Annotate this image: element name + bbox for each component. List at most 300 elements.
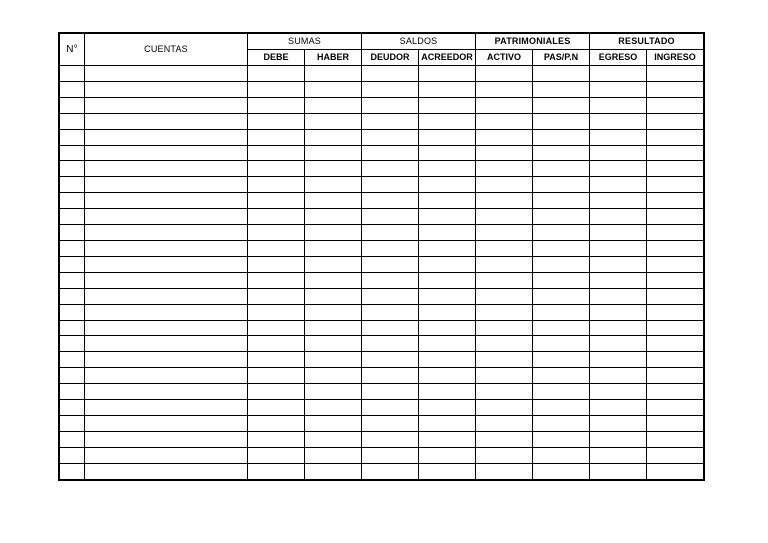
cell-egreso[interactable]	[590, 447, 647, 463]
table-row	[60, 431, 704, 447]
table-row	[60, 447, 704, 463]
cell-cuenta[interactable]	[85, 240, 248, 256]
cell-cuenta[interactable]	[85, 177, 248, 193]
cell-pas-pn[interactable]	[533, 384, 590, 400]
cell-pas-pn[interactable]	[533, 368, 590, 384]
cell-haber[interactable]	[305, 240, 362, 256]
cell-number[interactable]	[60, 256, 85, 272]
cell-acreedor[interactable]	[419, 177, 476, 193]
cell-deudor[interactable]	[362, 209, 419, 225]
table-header	[60, 34, 704, 66]
table-row	[60, 415, 704, 431]
table-row	[60, 400, 704, 416]
cell-activo[interactable]	[476, 368, 533, 384]
cell-haber[interactable]	[305, 368, 362, 384]
cell-ingreso[interactable]	[647, 66, 704, 82]
cell-deudor[interactable]	[362, 463, 419, 479]
cell-deudor[interactable]	[362, 113, 419, 129]
cell-debe[interactable]	[248, 272, 305, 288]
cell-debe[interactable]	[248, 447, 305, 463]
cell-acreedor[interactable]	[419, 463, 476, 479]
table-row	[60, 463, 704, 479]
cell-number[interactable]	[60, 240, 85, 256]
header-group-saldos: SALDOS	[362, 34, 476, 50]
cell-deudor[interactable]	[362, 384, 419, 400]
cell-debe[interactable]	[248, 145, 305, 161]
cell-activo[interactable]	[476, 272, 533, 288]
cell-number[interactable]	[60, 352, 85, 368]
cell-number[interactable]	[60, 129, 85, 145]
cell-deudor[interactable]	[362, 193, 419, 209]
cell-acreedor[interactable]	[419, 66, 476, 82]
cell-deudor[interactable]	[362, 272, 419, 288]
cell-debe[interactable]	[248, 304, 305, 320]
table-row	[60, 288, 704, 304]
cell-deudor[interactable]	[362, 225, 419, 241]
cell-activo[interactable]	[476, 129, 533, 145]
cell-debe[interactable]	[248, 368, 305, 384]
cell-cuenta[interactable]	[85, 193, 248, 209]
cell-number[interactable]	[60, 225, 85, 241]
cell-haber[interactable]	[305, 97, 362, 113]
header-group-resultado: RESULTADO	[590, 34, 704, 50]
cell-acreedor[interactable]	[419, 225, 476, 241]
cell-activo[interactable]	[476, 97, 533, 113]
cell-pas-pn[interactable]	[533, 161, 590, 177]
cell-deudor[interactable]	[362, 352, 419, 368]
cell-activo[interactable]	[476, 161, 533, 177]
cell-debe[interactable]	[248, 66, 305, 82]
cell-cuenta[interactable]	[85, 81, 248, 97]
cell-pas-pn[interactable]	[533, 415, 590, 431]
cell-debe[interactable]	[248, 336, 305, 352]
cell-haber[interactable]	[305, 447, 362, 463]
cell-egreso[interactable]	[590, 161, 647, 177]
cell-activo[interactable]	[476, 225, 533, 241]
cell-activo[interactable]	[476, 304, 533, 320]
cell-cuenta[interactable]	[85, 272, 248, 288]
cell-ingreso[interactable]	[647, 352, 704, 368]
cell-cuenta[interactable]	[85, 320, 248, 336]
cell-pas-pn[interactable]	[533, 447, 590, 463]
table-row	[60, 304, 704, 320]
cell-cuenta[interactable]	[85, 288, 248, 304]
cell-ingreso[interactable]	[647, 415, 704, 431]
cell-haber[interactable]	[305, 209, 362, 225]
cell-acreedor[interactable]	[419, 415, 476, 431]
table-row	[60, 272, 704, 288]
cell-activo[interactable]	[476, 177, 533, 193]
cell-haber[interactable]	[305, 415, 362, 431]
table-row	[60, 97, 704, 113]
cell-pas-pn[interactable]	[533, 304, 590, 320]
cell-haber[interactable]	[305, 177, 362, 193]
cell-debe[interactable]	[248, 129, 305, 145]
cell-egreso[interactable]	[590, 320, 647, 336]
cell-pas-pn[interactable]	[533, 431, 590, 447]
header-number: N°	[60, 34, 85, 66]
cell-activo[interactable]	[476, 113, 533, 129]
cell-egreso[interactable]	[590, 463, 647, 479]
cell-pas-pn[interactable]	[533, 97, 590, 113]
cell-deudor[interactable]	[362, 288, 419, 304]
cell-deudor[interactable]	[362, 400, 419, 416]
cell-ingreso[interactable]	[647, 240, 704, 256]
cell-debe[interactable]	[248, 161, 305, 177]
cell-activo[interactable]	[476, 320, 533, 336]
cell-haber[interactable]	[305, 193, 362, 209]
cell-activo[interactable]	[476, 400, 533, 416]
header-group-row	[60, 34, 704, 50]
cell-ingreso[interactable]	[647, 447, 704, 463]
balance-worksheet-table	[59, 33, 704, 480]
cell-egreso[interactable]	[590, 384, 647, 400]
cell-egreso[interactable]	[590, 304, 647, 320]
header-activo: ACTIVO	[476, 50, 533, 66]
cell-deudor[interactable]	[362, 145, 419, 161]
cell-activo[interactable]	[476, 288, 533, 304]
cell-activo[interactable]	[476, 447, 533, 463]
cell-number[interactable]	[60, 447, 85, 463]
cell-deudor[interactable]	[362, 66, 419, 82]
cell-deudor[interactable]	[362, 320, 419, 336]
cell-ingreso[interactable]	[647, 97, 704, 113]
cell-ingreso[interactable]	[647, 384, 704, 400]
cell-activo[interactable]	[476, 256, 533, 272]
cell-pas-pn[interactable]	[533, 145, 590, 161]
cell-ingreso[interactable]	[647, 81, 704, 97]
table-row	[60, 129, 704, 145]
cell-pas-pn[interactable]	[533, 129, 590, 145]
cell-pas-pn[interactable]	[533, 463, 590, 479]
header-group-sumas: SUMAS	[248, 34, 362, 50]
cell-debe[interactable]	[248, 352, 305, 368]
cell-debe[interactable]	[248, 256, 305, 272]
header-debe: DEBE	[248, 50, 305, 66]
cell-activo[interactable]	[476, 352, 533, 368]
cell-acreedor[interactable]	[419, 431, 476, 447]
cell-pas-pn[interactable]	[533, 193, 590, 209]
cell-acreedor[interactable]	[419, 447, 476, 463]
cell-cuenta[interactable]	[85, 209, 248, 225]
cell-number[interactable]	[60, 193, 85, 209]
cell-acreedor[interactable]	[419, 272, 476, 288]
header-acreedor: ACREEDOR	[419, 50, 476, 66]
cell-cuenta[interactable]	[85, 256, 248, 272]
cell-pas-pn[interactable]	[533, 177, 590, 193]
cell-cuenta[interactable]	[85, 97, 248, 113]
cell-debe[interactable]	[248, 400, 305, 416]
table-row	[60, 177, 704, 193]
cell-cuenta[interactable]	[85, 368, 248, 384]
cell-deudor[interactable]	[362, 81, 419, 97]
cell-ingreso[interactable]	[647, 161, 704, 177]
cell-activo[interactable]	[476, 431, 533, 447]
cell-haber[interactable]	[305, 336, 362, 352]
cell-haber[interactable]	[305, 161, 362, 177]
cell-ingreso[interactable]	[647, 145, 704, 161]
header-pas-pn: PAS/P.N	[533, 50, 590, 66]
cell-haber[interactable]	[305, 256, 362, 272]
cell-cuenta[interactable]	[85, 336, 248, 352]
cell-number[interactable]	[60, 113, 85, 129]
cell-deudor[interactable]	[362, 304, 419, 320]
cell-haber[interactable]	[305, 431, 362, 447]
cell-debe[interactable]	[248, 177, 305, 193]
cell-egreso[interactable]	[590, 400, 647, 416]
cell-number[interactable]	[60, 161, 85, 177]
cell-activo[interactable]	[476, 81, 533, 97]
cell-activo[interactable]	[476, 193, 533, 209]
cell-debe[interactable]	[248, 97, 305, 113]
table-row	[60, 161, 704, 177]
cell-number[interactable]	[60, 177, 85, 193]
cell-ingreso[interactable]	[647, 304, 704, 320]
cell-egreso[interactable]	[590, 209, 647, 225]
cell-egreso[interactable]	[590, 288, 647, 304]
cell-ingreso[interactable]	[647, 336, 704, 352]
cell-acreedor[interactable]	[419, 320, 476, 336]
header-egreso: EGRESO	[590, 50, 647, 66]
cell-activo[interactable]	[476, 336, 533, 352]
cell-number[interactable]	[60, 304, 85, 320]
cell-cuenta[interactable]	[85, 113, 248, 129]
header-deudor: DEUDOR	[362, 50, 419, 66]
header-ingreso: INGRESO	[647, 50, 704, 66]
cell-pas-pn[interactable]	[533, 336, 590, 352]
cell-pas-pn[interactable]	[533, 320, 590, 336]
cell-pas-pn[interactable]	[533, 225, 590, 241]
cell-pas-pn[interactable]	[533, 288, 590, 304]
cell-cuenta[interactable]	[85, 225, 248, 241]
cell-pas-pn[interactable]	[533, 81, 590, 97]
cell-pas-pn[interactable]	[533, 240, 590, 256]
cell-ingreso[interactable]	[647, 209, 704, 225]
cell-activo[interactable]	[476, 240, 533, 256]
cell-acreedor[interactable]	[419, 81, 476, 97]
cell-acreedor[interactable]	[419, 145, 476, 161]
cell-ingreso[interactable]	[647, 368, 704, 384]
cell-egreso[interactable]	[590, 336, 647, 352]
cell-acreedor[interactable]	[419, 113, 476, 129]
cell-haber[interactable]	[305, 272, 362, 288]
cell-number[interactable]	[60, 209, 85, 225]
table-row	[60, 384, 704, 400]
cell-haber[interactable]	[305, 225, 362, 241]
table-row	[60, 320, 704, 336]
cell-number[interactable]	[60, 288, 85, 304]
cell-cuenta[interactable]	[85, 400, 248, 416]
cell-ingreso[interactable]	[647, 129, 704, 145]
cell-haber[interactable]	[305, 129, 362, 145]
cell-haber[interactable]	[305, 400, 362, 416]
cell-egreso[interactable]	[590, 66, 647, 82]
cell-debe[interactable]	[248, 113, 305, 129]
cell-cuenta[interactable]	[85, 431, 248, 447]
cell-ingreso[interactable]	[647, 320, 704, 336]
cell-ingreso[interactable]	[647, 463, 704, 479]
cell-egreso[interactable]	[590, 256, 647, 272]
cell-number[interactable]	[60, 97, 85, 113]
cell-haber[interactable]	[305, 288, 362, 304]
cell-deudor[interactable]	[362, 336, 419, 352]
table-row	[60, 352, 704, 368]
cell-debe[interactable]	[248, 288, 305, 304]
cell-number[interactable]	[60, 66, 85, 82]
cell-egreso[interactable]	[590, 193, 647, 209]
cell-activo[interactable]	[476, 415, 533, 431]
cell-egreso[interactable]	[590, 240, 647, 256]
cell-haber[interactable]	[305, 352, 362, 368]
cell-activo[interactable]	[476, 384, 533, 400]
cell-ingreso[interactable]	[647, 256, 704, 272]
table-row	[60, 240, 704, 256]
cell-number[interactable]	[60, 368, 85, 384]
cell-debe[interactable]	[248, 431, 305, 447]
cell-egreso[interactable]	[590, 352, 647, 368]
cell-acreedor[interactable]	[419, 161, 476, 177]
cell-acreedor[interactable]	[419, 288, 476, 304]
cell-cuenta[interactable]	[85, 129, 248, 145]
cell-debe[interactable]	[248, 225, 305, 241]
cell-number[interactable]	[60, 320, 85, 336]
table-row	[60, 368, 704, 384]
table-body	[60, 66, 704, 480]
table-row	[60, 113, 704, 129]
header-group-patrimoniales: PATRIMONIALES	[476, 34, 590, 50]
cell-pas-pn[interactable]	[533, 209, 590, 225]
cell-acreedor[interactable]	[419, 400, 476, 416]
cell-ingreso[interactable]	[647, 193, 704, 209]
cell-pas-pn[interactable]	[533, 66, 590, 82]
cell-acreedor[interactable]	[419, 384, 476, 400]
cell-acreedor[interactable]	[419, 129, 476, 145]
table-row	[60, 193, 704, 209]
cell-number[interactable]	[60, 145, 85, 161]
cell-acreedor[interactable]	[419, 304, 476, 320]
cell-number[interactable]	[60, 336, 85, 352]
cell-egreso[interactable]	[590, 368, 647, 384]
cell-egreso[interactable]	[590, 272, 647, 288]
cell-haber[interactable]	[305, 463, 362, 479]
cell-pas-pn[interactable]	[533, 352, 590, 368]
cell-deudor[interactable]	[362, 431, 419, 447]
cell-deudor[interactable]	[362, 129, 419, 145]
cell-egreso[interactable]	[590, 145, 647, 161]
cell-activo[interactable]	[476, 145, 533, 161]
cell-cuenta[interactable]	[85, 161, 248, 177]
cell-cuenta[interactable]	[85, 352, 248, 368]
header-haber: HABER	[305, 50, 362, 66]
cell-pas-pn[interactable]	[533, 272, 590, 288]
cell-debe[interactable]	[248, 240, 305, 256]
cell-acreedor[interactable]	[419, 193, 476, 209]
cell-number[interactable]	[60, 431, 85, 447]
cell-ingreso[interactable]	[647, 177, 704, 193]
cell-deudor[interactable]	[362, 256, 419, 272]
cell-ingreso[interactable]	[647, 431, 704, 447]
cell-egreso[interactable]	[590, 97, 647, 113]
cell-debe[interactable]	[248, 320, 305, 336]
cell-haber[interactable]	[305, 66, 362, 82]
cell-ingreso[interactable]	[647, 225, 704, 241]
cell-number[interactable]	[60, 81, 85, 97]
cell-deudor[interactable]	[362, 447, 419, 463]
table-row	[60, 81, 704, 97]
cell-number[interactable]	[60, 463, 85, 479]
cell-acreedor[interactable]	[419, 97, 476, 113]
cell-cuenta[interactable]	[85, 447, 248, 463]
cell-debe[interactable]	[248, 193, 305, 209]
cell-haber[interactable]	[305, 384, 362, 400]
cell-debe[interactable]	[248, 415, 305, 431]
cell-debe[interactable]	[248, 463, 305, 479]
table-row	[60, 336, 704, 352]
cell-debe[interactable]	[248, 384, 305, 400]
cell-debe[interactable]	[248, 209, 305, 225]
cell-number[interactable]	[60, 384, 85, 400]
cell-ingreso[interactable]	[647, 400, 704, 416]
cell-acreedor[interactable]	[419, 336, 476, 352]
cell-ingreso[interactable]	[647, 113, 704, 129]
cell-haber[interactable]	[305, 320, 362, 336]
cell-pas-pn[interactable]	[533, 113, 590, 129]
cell-haber[interactable]	[305, 113, 362, 129]
cell-egreso[interactable]	[590, 431, 647, 447]
cell-cuenta[interactable]	[85, 384, 248, 400]
cell-deudor[interactable]	[362, 161, 419, 177]
cell-egreso[interactable]	[590, 81, 647, 97]
cell-egreso[interactable]	[590, 415, 647, 431]
cell-acreedor[interactable]	[419, 256, 476, 272]
cell-ingreso[interactable]	[647, 272, 704, 288]
cell-activo[interactable]	[476, 66, 533, 82]
cell-deudor[interactable]	[362, 415, 419, 431]
cell-number[interactable]	[60, 272, 85, 288]
table-row	[60, 145, 704, 161]
cell-acreedor[interactable]	[419, 240, 476, 256]
cell-egreso[interactable]	[590, 129, 647, 145]
cell-cuenta[interactable]	[85, 304, 248, 320]
cell-number[interactable]	[60, 400, 85, 416]
cell-acreedor[interactable]	[419, 368, 476, 384]
cell-deudor[interactable]	[362, 240, 419, 256]
cell-egreso[interactable]	[590, 113, 647, 129]
cell-pas-pn[interactable]	[533, 256, 590, 272]
cell-deudor[interactable]	[362, 177, 419, 193]
cell-debe[interactable]	[248, 81, 305, 97]
cell-deudor[interactable]	[362, 97, 419, 113]
cell-pas-pn[interactable]	[533, 400, 590, 416]
cell-activo[interactable]	[476, 209, 533, 225]
cell-haber[interactable]	[305, 81, 362, 97]
cell-acreedor[interactable]	[419, 352, 476, 368]
cell-acreedor[interactable]	[419, 209, 476, 225]
cell-cuenta[interactable]	[85, 415, 248, 431]
cell-haber[interactable]	[305, 304, 362, 320]
cell-egreso[interactable]	[590, 225, 647, 241]
cell-cuenta[interactable]	[85, 66, 248, 82]
cell-ingreso[interactable]	[647, 288, 704, 304]
cell-cuenta[interactable]	[85, 463, 248, 479]
cell-egreso[interactable]	[590, 177, 647, 193]
cell-haber[interactable]	[305, 145, 362, 161]
header-cuentas: CUENTAS	[85, 34, 248, 66]
cell-cuenta[interactable]	[85, 145, 248, 161]
cell-activo[interactable]	[476, 463, 533, 479]
cell-number[interactable]	[60, 415, 85, 431]
cell-deudor[interactable]	[362, 368, 419, 384]
